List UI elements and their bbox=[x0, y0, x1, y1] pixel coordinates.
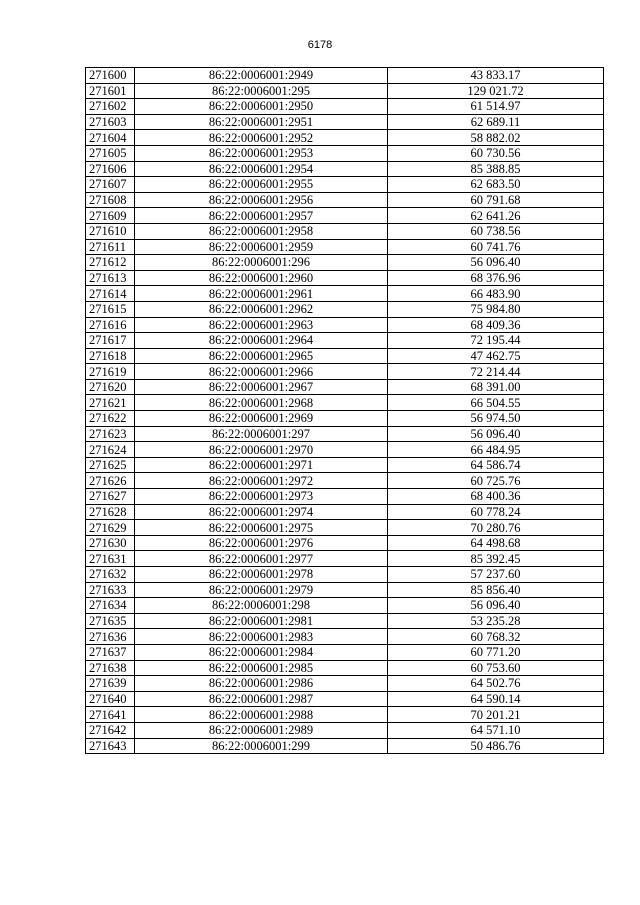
cadastral-number-cell: 86:22:0006001:2960 bbox=[135, 270, 388, 286]
row-number-cell: 271622 bbox=[86, 411, 135, 427]
cadastral-number-cell: 86:22:0006001:2952 bbox=[135, 130, 388, 146]
table-row bbox=[86, 707, 604, 723]
row-number-cell: 271627 bbox=[86, 489, 135, 505]
row-number-cell: 271600 bbox=[86, 68, 135, 84]
cadastral-number-cell: 86:22:0006001:299 bbox=[135, 738, 388, 754]
value-cell: 66 504.55 bbox=[388, 395, 604, 411]
cadastral-number-cell: 86:22:0006001:2989 bbox=[135, 722, 388, 738]
value-cell: 58 882.02 bbox=[388, 130, 604, 146]
value-cell: 72 195.44 bbox=[388, 333, 604, 349]
row-number-cell: 271638 bbox=[86, 660, 135, 676]
value-cell: 64 586.74 bbox=[388, 457, 604, 473]
table-row bbox=[86, 598, 604, 614]
row-number-cell: 271635 bbox=[86, 613, 135, 629]
cadastral-number-cell: 86:22:0006001:2971 bbox=[135, 457, 388, 473]
table-row bbox=[86, 473, 604, 489]
row-number-cell: 271633 bbox=[86, 582, 135, 598]
table-row bbox=[86, 379, 604, 395]
value-cell: 64 590.14 bbox=[388, 691, 604, 707]
table-row bbox=[86, 535, 604, 551]
row-number-cell: 271623 bbox=[86, 426, 135, 442]
row-number-cell: 271602 bbox=[86, 99, 135, 115]
table-row bbox=[86, 364, 604, 380]
table-row bbox=[86, 317, 604, 333]
cadastral-number-cell: 86:22:0006001:2973 bbox=[135, 489, 388, 505]
table-row bbox=[86, 582, 604, 598]
table-row bbox=[86, 192, 604, 208]
table-row bbox=[86, 223, 604, 239]
cadastral-number-cell: 86:22:0006001:2949 bbox=[135, 68, 388, 84]
cadastral-number-cell: 86:22:0006001:2955 bbox=[135, 177, 388, 193]
row-number-cell: 271607 bbox=[86, 177, 135, 193]
value-cell: 64 571.10 bbox=[388, 722, 604, 738]
row-number-cell: 271610 bbox=[86, 223, 135, 239]
value-cell: 70 280.76 bbox=[388, 520, 604, 536]
table-row bbox=[86, 738, 604, 754]
row-number-cell: 271611 bbox=[86, 239, 135, 255]
table-row bbox=[86, 114, 604, 130]
table-row bbox=[86, 457, 604, 473]
cadastral-number-cell: 86:22:0006001:2988 bbox=[135, 707, 388, 723]
cadastral-number-cell: 86:22:0006001:2953 bbox=[135, 145, 388, 161]
table-row bbox=[86, 644, 604, 660]
value-cell: 60 741.76 bbox=[388, 239, 604, 255]
value-cell: 68 376.96 bbox=[388, 270, 604, 286]
cadastral-number-cell: 86:22:0006001:2962 bbox=[135, 301, 388, 317]
cadastral-number-cell: 86:22:0006001:2970 bbox=[135, 442, 388, 458]
table-row bbox=[86, 629, 604, 645]
value-cell: 66 483.90 bbox=[388, 286, 604, 302]
row-number-cell: 271639 bbox=[86, 676, 135, 692]
value-cell: 56 974.50 bbox=[388, 411, 604, 427]
cadastral-number-cell: 86:22:0006001:2965 bbox=[135, 348, 388, 364]
row-number-cell: 271617 bbox=[86, 333, 135, 349]
row-number-cell: 271609 bbox=[86, 208, 135, 224]
table-row bbox=[86, 691, 604, 707]
table-row bbox=[86, 68, 604, 84]
table-row bbox=[86, 333, 604, 349]
row-number-cell: 271626 bbox=[86, 473, 135, 489]
table-row bbox=[86, 660, 604, 676]
cadastral-number-cell: 86:22:0006001:2987 bbox=[135, 691, 388, 707]
row-number-cell: 271604 bbox=[86, 130, 135, 146]
value-cell: 60 725.76 bbox=[388, 473, 604, 489]
table-row bbox=[86, 145, 604, 161]
table-row bbox=[86, 255, 604, 271]
table-row bbox=[86, 99, 604, 115]
row-number-cell: 271643 bbox=[86, 738, 135, 754]
value-cell: 47 462.75 bbox=[388, 348, 604, 364]
value-cell: 75 984.80 bbox=[388, 301, 604, 317]
row-number-cell: 271621 bbox=[86, 395, 135, 411]
row-number-cell: 271641 bbox=[86, 707, 135, 723]
value-cell: 60 768.32 bbox=[388, 629, 604, 645]
cadastral-number-cell: 86:22:0006001:2977 bbox=[135, 551, 388, 567]
cadastral-number-cell: 86:22:0006001:2956 bbox=[135, 192, 388, 208]
row-number-cell: 271618 bbox=[86, 348, 135, 364]
table-row bbox=[86, 504, 604, 520]
value-cell: 64 498.68 bbox=[388, 535, 604, 551]
row-number-cell: 271619 bbox=[86, 364, 135, 380]
cadastral-number-cell: 86:22:0006001:2972 bbox=[135, 473, 388, 489]
cadastral-number-cell: 86:22:0006001:2964 bbox=[135, 333, 388, 349]
value-cell: 56 096.40 bbox=[388, 426, 604, 442]
row-number-cell: 271616 bbox=[86, 317, 135, 333]
cadastral-number-cell: 86:22:0006001:2966 bbox=[135, 364, 388, 380]
row-number-cell: 271603 bbox=[86, 114, 135, 130]
row-number-cell: 271629 bbox=[86, 520, 135, 536]
value-cell: 57 237.60 bbox=[388, 567, 604, 583]
row-number-cell: 271632 bbox=[86, 567, 135, 583]
row-number-cell: 271608 bbox=[86, 192, 135, 208]
value-cell: 60 791.68 bbox=[388, 192, 604, 208]
cadastral-number-cell: 86:22:0006001:298 bbox=[135, 598, 388, 614]
value-cell: 61 514.97 bbox=[388, 99, 604, 115]
table-row bbox=[86, 520, 604, 536]
row-number-cell: 271625 bbox=[86, 457, 135, 473]
cadastral-number-cell: 86:22:0006001:2954 bbox=[135, 161, 388, 177]
row-number-cell: 271613 bbox=[86, 270, 135, 286]
cadastral-number-cell: 86:22:0006001:2950 bbox=[135, 99, 388, 115]
value-cell: 60 771.20 bbox=[388, 644, 604, 660]
table-row bbox=[86, 286, 604, 302]
value-cell: 72 214.44 bbox=[388, 364, 604, 380]
value-cell: 85 856.40 bbox=[388, 582, 604, 598]
value-cell: 68 400.36 bbox=[388, 489, 604, 505]
value-cell: 62 641.26 bbox=[388, 208, 604, 224]
cadastral-number-cell: 86:22:0006001:2969 bbox=[135, 411, 388, 427]
row-number-cell: 271614 bbox=[86, 286, 135, 302]
cadastral-number-cell: 86:22:0006001:297 bbox=[135, 426, 388, 442]
value-cell: 68 409.36 bbox=[388, 317, 604, 333]
table-row bbox=[86, 442, 604, 458]
cadastral-number-cell: 86:22:0006001:2975 bbox=[135, 520, 388, 536]
cadastral-number-cell: 86:22:0006001:2985 bbox=[135, 660, 388, 676]
row-number-cell: 271637 bbox=[86, 644, 135, 660]
row-number-cell: 271606 bbox=[86, 161, 135, 177]
table-row bbox=[86, 239, 604, 255]
cadastral-number-cell: 86:22:0006001:2986 bbox=[135, 676, 388, 692]
value-cell: 60 730.56 bbox=[388, 145, 604, 161]
cadastral-number-cell: 86:22:0006001:295 bbox=[135, 83, 388, 99]
table-row bbox=[86, 395, 604, 411]
cadastral-number-cell: 86:22:0006001:2967 bbox=[135, 379, 388, 395]
row-number-cell: 271612 bbox=[86, 255, 135, 271]
table-row bbox=[86, 489, 604, 505]
value-cell: 50 486.76 bbox=[388, 738, 604, 754]
cadastral-number-cell: 86:22:0006001:2981 bbox=[135, 613, 388, 629]
table-row bbox=[86, 301, 604, 317]
cadastral-number-cell: 86:22:0006001:2974 bbox=[135, 504, 388, 520]
row-number-cell: 271615 bbox=[86, 301, 135, 317]
row-number-cell: 271620 bbox=[86, 379, 135, 395]
value-cell: 56 096.40 bbox=[388, 598, 604, 614]
cadastral-number-cell: 86:22:0006001:2968 bbox=[135, 395, 388, 411]
cadastral-number-cell: 86:22:0006001:2957 bbox=[135, 208, 388, 224]
row-number-cell: 271634 bbox=[86, 598, 135, 614]
value-cell: 85 388.85 bbox=[388, 161, 604, 177]
cadastral-number-cell: 86:22:0006001:296 bbox=[135, 255, 388, 271]
table-row bbox=[86, 348, 604, 364]
table-row bbox=[86, 177, 604, 193]
value-cell: 53 235.28 bbox=[388, 613, 604, 629]
row-number-cell: 271630 bbox=[86, 535, 135, 551]
row-number-cell: 271624 bbox=[86, 442, 135, 458]
cadastral-number-cell: 86:22:0006001:2984 bbox=[135, 644, 388, 660]
table-row bbox=[86, 722, 604, 738]
value-cell: 60 753.60 bbox=[388, 660, 604, 676]
row-number-cell: 271601 bbox=[86, 83, 135, 99]
value-cell: 129 021.72 bbox=[388, 83, 604, 99]
cadastral-number-cell: 86:22:0006001:2951 bbox=[135, 114, 388, 130]
value-cell: 70 201.21 bbox=[388, 707, 604, 723]
table-row bbox=[86, 130, 604, 146]
value-cell: 60 778.24 bbox=[388, 504, 604, 520]
table-row bbox=[86, 551, 604, 567]
page-number: 6178 bbox=[307, 39, 333, 51]
row-number-cell: 271605 bbox=[86, 145, 135, 161]
table-row bbox=[86, 426, 604, 442]
table-row bbox=[86, 83, 604, 99]
value-cell: 56 096.40 bbox=[388, 255, 604, 271]
cadastral-number-cell: 86:22:0006001:2959 bbox=[135, 239, 388, 255]
value-cell: 66 484.95 bbox=[388, 442, 604, 458]
table-row bbox=[86, 411, 604, 427]
table-row bbox=[86, 567, 604, 583]
table-row bbox=[86, 161, 604, 177]
table-body bbox=[86, 68, 604, 754]
value-cell: 43 833.17 bbox=[388, 68, 604, 84]
value-cell: 68 391.00 bbox=[388, 379, 604, 395]
row-number-cell: 271636 bbox=[86, 629, 135, 645]
value-cell: 62 689.11 bbox=[388, 114, 604, 130]
value-cell: 64 502.76 bbox=[388, 676, 604, 692]
table-row bbox=[86, 270, 604, 286]
table-row bbox=[86, 613, 604, 629]
cadastral-number-cell: 86:22:0006001:2976 bbox=[135, 535, 388, 551]
cadastral-number-cell: 86:22:0006001:2961 bbox=[135, 286, 388, 302]
value-cell: 60 738.56 bbox=[388, 223, 604, 239]
table-row bbox=[86, 676, 604, 692]
cadastral-number-cell: 86:22:0006001:2983 bbox=[135, 629, 388, 645]
cadastral-number-cell: 86:22:0006001:2958 bbox=[135, 223, 388, 239]
row-number-cell: 271642 bbox=[86, 722, 135, 738]
value-cell: 85 392.45 bbox=[388, 551, 604, 567]
value-cell: 62 683.50 bbox=[388, 177, 604, 193]
cadastral-value-table bbox=[85, 67, 604, 754]
row-number-cell: 271640 bbox=[86, 691, 135, 707]
cadastral-number-cell: 86:22:0006001:2978 bbox=[135, 567, 388, 583]
cadastral-number-cell: 86:22:0006001:2979 bbox=[135, 582, 388, 598]
table-row bbox=[86, 208, 604, 224]
cadastral-number-cell: 86:22:0006001:2963 bbox=[135, 317, 388, 333]
row-number-cell: 271628 bbox=[86, 504, 135, 520]
row-number-cell: 271631 bbox=[86, 551, 135, 567]
